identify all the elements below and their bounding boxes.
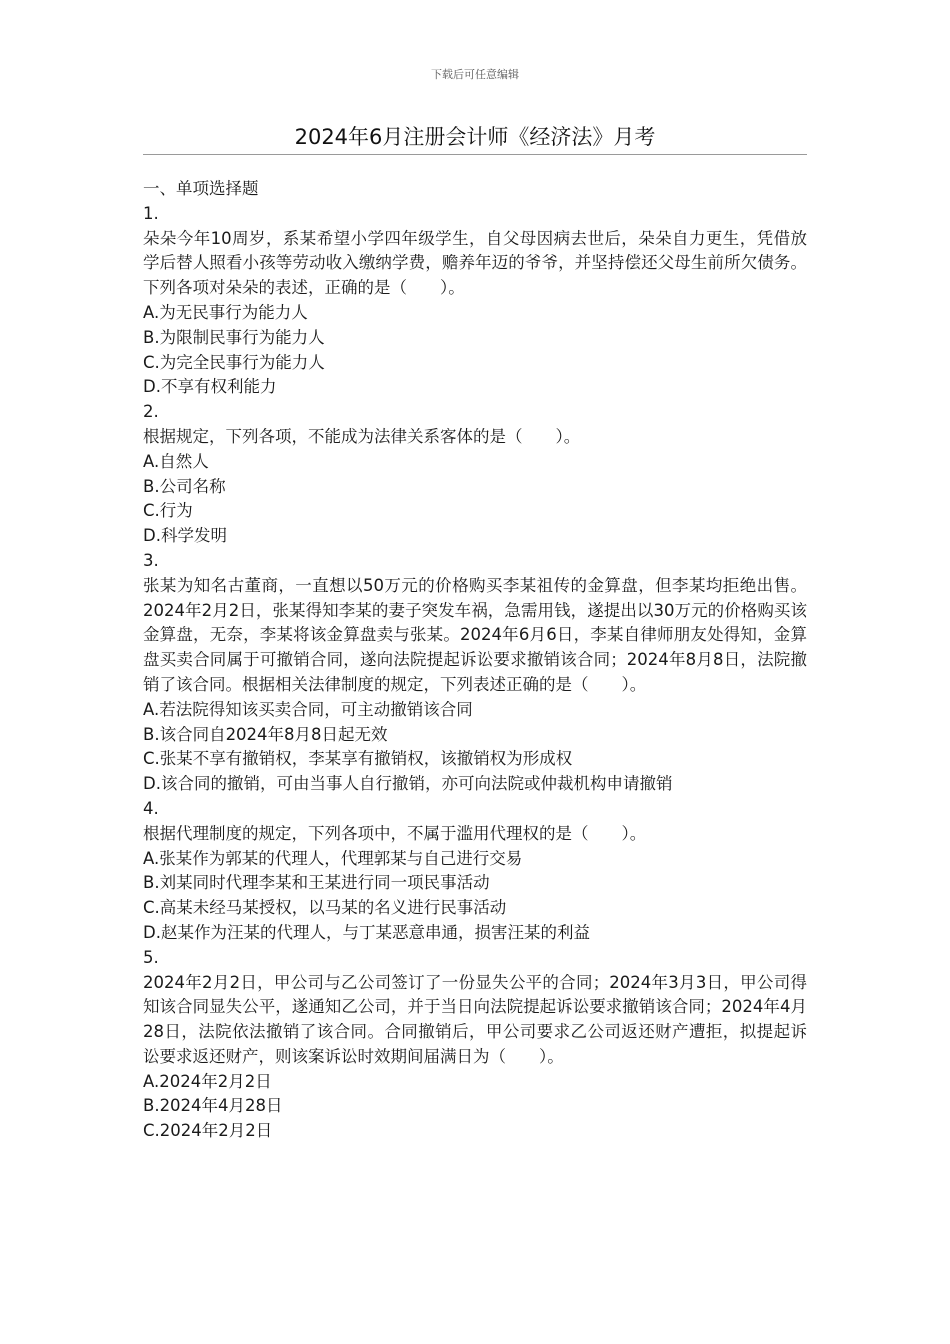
answer-option: B.该合同自2024年8月8日起无效	[143, 724, 388, 744]
answer-option: C.2024年2月2日	[143, 1121, 273, 1141]
answer-option: B.公司名称	[143, 476, 226, 496]
answer-option: C.高某未经马某授权，以马某的名义进行民事活动	[143, 898, 507, 918]
question-stem: 朵朵今年10周岁，系某希望小学四年级学生，自父母因病去世后，朵朵自力更生，凭借放学后替人照看小孩等劳动收入缴纳学费，赡养年迈的爷爷，并坚持偿还父母生前所欠债务。下列各项对朵朵的表述，正确的是（ ）。	[143, 228, 807, 298]
answer-option: B.为限制民事行为能力人	[143, 327, 325, 347]
question-number: 5.	[143, 947, 159, 967]
answer-option: A.2024年2月2日	[143, 1071, 272, 1091]
question-stem: 张某为知名古董商，一直想以50万元的价格购买李某祖传的金算盘，但李某均拒绝出售。2024年2月2日，张某得知李某的妻子突发车祸，急需用钱，遂提出以30万元的价格购买该金算盘，无奈，李某将该金算盘卖与张某。2024年6月6日，李某自律师朋友处得知，金算盘买卖合同属于可撤销合同，遂向法院提起诉讼要求撤销该合同；2024年8月8日，法院撤销了该合同。根据相关法律制度的规定，下列表述正确的是（ ）。	[143, 575, 807, 694]
question-block	[143, 202, 807, 400]
header-note: 下载后可任意编辑	[431, 68, 519, 81]
question-stem: 根据规定，下列各项，不能成为法律关系客体的是（ ）。	[143, 426, 581, 446]
answer-option: C.为完全民事行为能力人	[143, 352, 325, 372]
question-stem: 2024年2月2日，甲公司与乙公司签订了一份显失公平的合同；2024年3月3日，甲公司得知该合同显失公平，遂通知乙公司，并于当日向法院提起诉讼要求撤销该合同；2024年4月28日，法院依法撤销了该合同。合同撤销后，甲公司要求乙公司返还财产遭拒，拟提起诉讼要求返还财产，则该案诉讼时效期间届满日为（ ）。	[143, 972, 807, 1066]
section-heading: 一、单项选择题	[143, 179, 259, 198]
answer-option: A.为无民事行为能力人	[143, 302, 308, 322]
question-block	[143, 549, 807, 797]
question-block	[143, 797, 807, 946]
answer-option: D.赵某作为汪某的代理人，与丁某恶意串通，损害汪某的利益	[143, 922, 590, 942]
answer-option: A.自然人	[143, 451, 209, 471]
title-divider	[143, 154, 807, 155]
answer-option: C.张某不享有撤销权，李某享有撤销权，该撤销权为形成权	[143, 749, 573, 769]
question-block	[143, 946, 807, 1144]
document-title: 2024年6月注册会计师《经济法》月考	[294, 125, 656, 149]
question-block	[143, 400, 807, 549]
question-number: 2.	[143, 402, 159, 422]
answer-option: D.不享有权利能力	[143, 377, 277, 397]
answer-option: A.若法院得知该买卖合同，可主动撤销该合同	[143, 699, 473, 719]
answer-option: C.行为	[143, 501, 193, 521]
question-list	[143, 202, 807, 1144]
question-number: 4.	[143, 798, 159, 818]
answer-option: B.2024年4月28日	[143, 1096, 283, 1116]
question-stem: 根据代理制度的规定，下列各项中，不属于滥用代理权的是（ ）。	[143, 823, 647, 843]
answer-option: A.张某作为郭某的代理人，代理郭某与自己进行交易	[143, 848, 523, 868]
question-number: 1.	[143, 203, 159, 223]
answer-option: D.该合同的撤销，可由当事人自行撤销，亦可向法院或仲裁机构申请撤销	[143, 774, 673, 794]
answer-option: D.科学发明	[143, 526, 227, 546]
document-body	[143, 177, 807, 1144]
question-number: 3.	[143, 550, 159, 570]
answer-option: B.刘某同时代理李某和王某进行同一项民事活动	[143, 873, 490, 893]
